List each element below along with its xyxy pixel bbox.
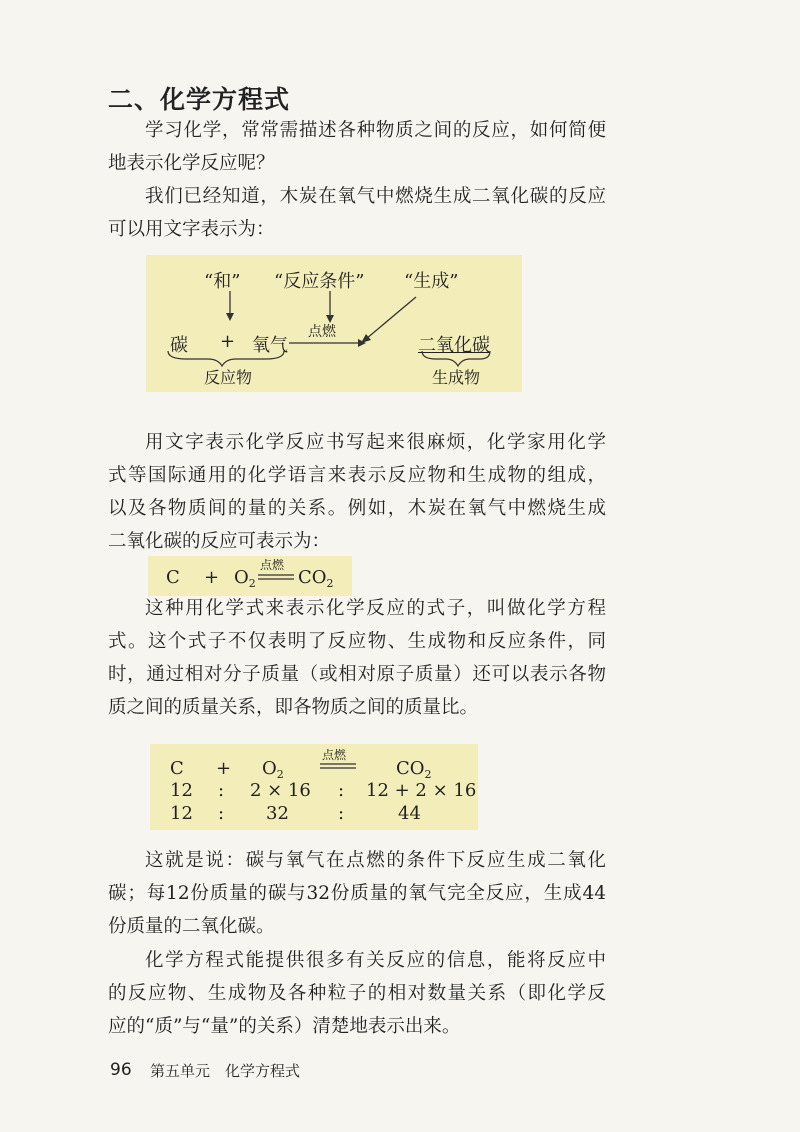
formula-co2: $CO_2$ — [396, 758, 432, 781]
ratio-colon: : — [218, 803, 225, 824]
text-line: 化学方程式能提供很多有关反应的信息，能将反应中 — [145, 950, 606, 971]
text-line: 应的“质”与“量”的关系）清楚地表示出来。 — [108, 1016, 461, 1037]
formula-o2: $O_2$ — [262, 758, 284, 781]
text-line: 用文字表示化学反应书写起来很麻烦，化学家用化学 — [145, 432, 606, 453]
section-heading: 二、化学方程式 — [108, 85, 291, 114]
text-line: 质之间的质量关系，即各物质之间的质量比。 — [108, 697, 479, 718]
condition-ignite: 点燃 — [308, 324, 336, 340]
formula-co2: $CO_2$ — [298, 567, 334, 590]
text-line: 地表示化学反应呢？ — [108, 153, 275, 174]
ratio-colon: : — [218, 780, 225, 801]
text-line: 式。这个式子不仅表明了反应物、生成物和反应条件，同 — [108, 631, 606, 652]
mass-co2: 44 — [398, 803, 421, 824]
equals-sign — [320, 763, 356, 769]
plus-sign: + — [216, 758, 232, 779]
products-label: 生成物 — [432, 368, 481, 387]
product-carbon-dioxide: 二氧化碳 — [418, 335, 490, 356]
formula-o2: $O_2$ — [234, 567, 256, 590]
text-line: 可以用文字表示为： — [108, 219, 275, 240]
condition-ignite: 点燃 — [260, 558, 285, 572]
formula-c: C — [170, 758, 184, 779]
text-line: 学习化学，常常需描述各种物质之间的反应，如何简便 — [145, 120, 606, 141]
paragraph-explanation — [108, 844, 606, 943]
mass-ratio-box — [150, 744, 478, 830]
text-line: 时，通过相对分子质量（或相对原子质量）还可以表示各物 — [108, 664, 606, 685]
equals-sign — [258, 574, 294, 580]
label-produce: “生成” — [404, 271, 459, 292]
text-line: 式等国际通用的化学语言来表示反应物和生成物的组成， — [108, 465, 606, 486]
reactant-carbon: 碳 — [170, 335, 188, 356]
text-line: 以及各物质间的量的关系。例如，木炭在氧气中燃烧生成 — [108, 498, 606, 519]
chemical-equation-box — [148, 556, 352, 596]
paragraph-intro — [108, 114, 606, 180]
mass-o2: 32 — [266, 803, 289, 824]
reactant-oxygen: 氧气 — [252, 335, 288, 356]
mass-c: 12 — [170, 803, 193, 824]
label-and: “和” — [204, 271, 241, 292]
ratio-colon: : — [338, 803, 345, 824]
text-line: 我们已经知道，木炭在氧气中燃烧生成二氧化碳的反应 — [145, 186, 606, 207]
text-line: 二氧化碳的反应可表示为： — [108, 531, 331, 552]
text-line: 这种用化学式来表示化学反应的式子，叫做化学方程 — [145, 598, 606, 619]
label-reaction-condition: “反应条件” — [274, 271, 365, 292]
paragraph-chemical-language — [108, 426, 606, 558]
mass-co2: 12 + 2 × 16 — [366, 780, 477, 801]
word-equation-box — [146, 255, 522, 392]
text-line: 碳；每12份质量的碳与32份质量的氧气完全反应，生成44 — [108, 883, 606, 904]
plus-sign: + — [204, 567, 220, 588]
mass-c: 12 — [170, 780, 193, 801]
paragraph-word-equation-intro — [108, 180, 606, 246]
running-footer: 第五单元 化学方程式 — [150, 1062, 301, 1080]
formula-c: C — [166, 567, 180, 588]
reactants-label: 反应物 — [204, 368, 253, 387]
ratio-colon: : — [338, 780, 345, 801]
mass-o2: 2 × 16 — [250, 780, 311, 801]
paragraph-summary — [108, 944, 606, 1043]
paragraph-definition — [108, 592, 606, 724]
text-line: 这就是说：碳与氧气在点燃的条件下反应生成二氧化 — [145, 850, 606, 871]
page-number: 96 — [110, 1060, 132, 1080]
text-line: 的反应物、生成物及各种粒子的相对数量关系（即化学反 — [108, 983, 606, 1004]
condition-ignite: 点燃 — [322, 748, 347, 762]
text-line: 份质量的二氧化碳。 — [108, 916, 275, 937]
plus-sign: + — [220, 331, 236, 352]
